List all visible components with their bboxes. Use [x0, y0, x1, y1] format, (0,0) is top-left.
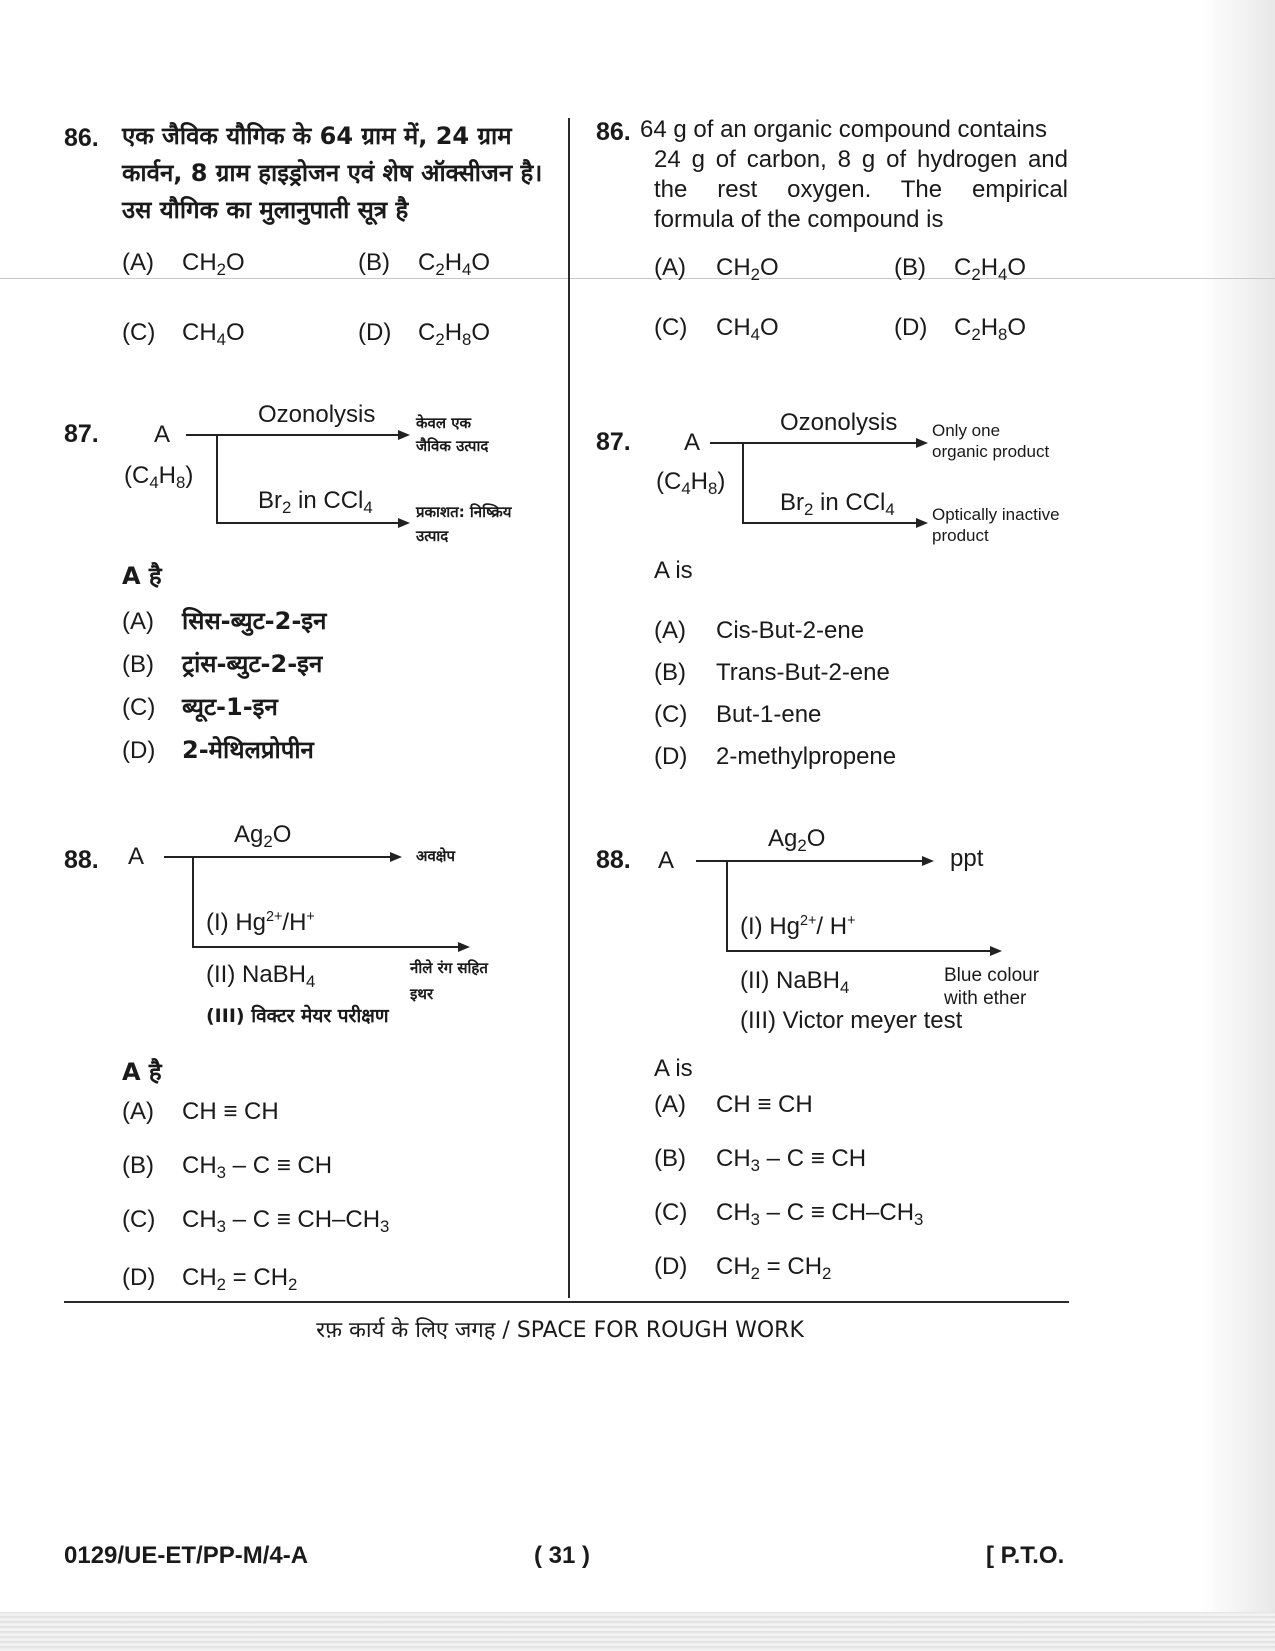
option-label: (C): [654, 701, 688, 728]
option-formula: CH ≡ CH: [716, 1091, 813, 1118]
option-formula: $CH_4O$: [182, 319, 245, 349]
reagent-label: $Ag_2O$: [768, 825, 826, 855]
option-label: (B): [654, 1145, 686, 1172]
question-text-line: 24 g of carbon, 8 g of hydrogen and: [654, 146, 1068, 173]
option-formula: $C_2H_8O$: [954, 314, 1027, 344]
option-label: (B): [894, 254, 926, 281]
option-label: (A): [654, 617, 686, 644]
reagent-step: (III) Victor meyer test: [740, 1007, 963, 1034]
reagent-label: Ozonolysis: [780, 409, 898, 436]
option-label: (B): [122, 1152, 154, 1179]
paper-code: 0129/UE-ET/PP-M/4-A: [64, 1542, 309, 1569]
rough-work-label: रफ़ कार्य के लिए जगह / SPACE FOR ROUGH WORK: [316, 1318, 804, 1343]
option-formula: $CH_4O$: [716, 314, 779, 344]
option-formula: $CH_2O$: [716, 254, 779, 284]
reactant-formula: $(C_4H_8)$: [124, 462, 194, 492]
option-label: (D): [654, 743, 688, 770]
reagent-label: $Br_2$ in CCl$_4$: [780, 489, 895, 519]
option-label: (D): [122, 737, 156, 764]
option-label: (A): [122, 249, 154, 276]
reagent-step: (II) NaBH$_4$: [740, 967, 850, 997]
option-formula: $CH_3 - C \equiv CH-CH_3$: [182, 1206, 390, 1236]
option-formula: CH ≡ CH: [182, 1098, 279, 1125]
question-number: 88.: [596, 846, 631, 874]
option-label: (D): [122, 1264, 156, 1291]
arrow-head: [398, 430, 410, 440]
question-number: 86.: [64, 124, 99, 152]
option-formula: $CH_2 = CH_2$: [716, 1253, 832, 1283]
arrow-head: [922, 856, 934, 866]
option-formula: $CH_2O$: [182, 249, 245, 279]
question-text-line: उस यौगिक का मुलानुपाती सूत्र है: [122, 196, 409, 224]
question-number: 86.: [596, 118, 631, 146]
question-text-line: formula of the compound is: [654, 206, 944, 233]
reagent-step: (I) $Hg^{2+}/H^+$: [206, 909, 315, 936]
reactant-label: A: [658, 847, 675, 874]
question-text-line: एक जैविक यौगिक के 64 ग्राम में, 24 ग्राम: [122, 122, 512, 150]
reaction-arrow-line: [696, 860, 922, 862]
product-label: organic product: [932, 442, 1050, 461]
option-formula: $CH_3$ – C ≡ CH: [716, 1145, 867, 1175]
reaction-arrow-line: [164, 856, 390, 858]
option-text: ब्यूट-1-इन: [182, 693, 278, 721]
reactant-label: A: [154, 421, 171, 448]
question-text-line: 64 g of an organic compound contains: [640, 116, 1047, 143]
column-divider: [568, 118, 570, 1298]
option-label: (B): [358, 249, 390, 276]
question-prompt: A है: [122, 1058, 162, 1086]
reactant-formula: $(C_4H_8)$: [656, 468, 726, 498]
reactant-label: A: [684, 429, 701, 456]
product-label: अवक्षेप: [416, 847, 456, 865]
fold-line: [0, 278, 1275, 279]
option-text: 2-मेथिलप्रोपीन: [182, 736, 314, 764]
option-label: (C): [122, 694, 156, 721]
reaction-arrow-line: [726, 950, 990, 952]
page-number: ( 31 ): [534, 1542, 591, 1569]
reagent-step: (II) NaBH$_4$: [206, 961, 316, 991]
reaction-branch-line: [726, 860, 728, 952]
option-label: (A): [654, 254, 686, 281]
option-label: (A): [654, 1091, 686, 1118]
reagent-step: (III) विक्टर मेयर परीक्षण: [206, 1005, 389, 1027]
scan-shadow: [1200, 0, 1275, 1612]
option-label: (B): [654, 659, 686, 686]
product-label: प्रकाशत: निष्क्रिय: [416, 503, 512, 521]
reaction-branch-line: [192, 856, 194, 948]
reaction-arrow-line: [742, 522, 916, 524]
reagent-label: $Ag_2O$: [234, 821, 292, 851]
option-label: (C): [122, 1206, 156, 1233]
reaction-branch-line: [216, 434, 218, 524]
reagent-label: $Br_2$ in CCl$_4$: [258, 487, 373, 517]
question-prompt: A is: [654, 1055, 693, 1082]
question-number: 87.: [64, 420, 99, 448]
product-label: उत्पाद: [416, 527, 449, 545]
option-label: (D): [654, 1253, 688, 1280]
arrow-head: [458, 942, 470, 952]
arrow-head: [916, 518, 928, 528]
reaction-arrow-line: [710, 442, 916, 444]
product-label: with ether: [944, 988, 1027, 1009]
question-prompt: A है: [122, 562, 162, 590]
product-label: product: [932, 526, 989, 545]
option-formula: $C_2H_4O$: [954, 254, 1027, 284]
option-text: Cis-But-2-ene: [716, 617, 865, 644]
question-prompt: A is: [654, 557, 693, 584]
option-text: ट्रांस-ब्युट-2-इन: [182, 650, 323, 678]
question-text-line: कार्वन, 8 ग्राम हाइड्रोजन एवं शेष ऑक्सीजन है।: [122, 159, 543, 187]
product-label: जैविक उत्पाद: [416, 437, 489, 455]
option-text: सिस-ब्युट-2-इन: [182, 607, 327, 635]
option-label: (A): [122, 1098, 154, 1125]
product-label: Blue colour: [944, 965, 1040, 986]
arrow-head: [390, 852, 402, 862]
question-number: 88.: [64, 846, 99, 874]
scan-edge: [0, 1612, 1275, 1651]
product-label: नीले रंग सहित: [410, 959, 488, 977]
option-text: But-1-ene: [716, 701, 822, 728]
arrow-head: [916, 438, 928, 448]
option-label: (D): [894, 314, 928, 341]
arrow-head: [398, 518, 410, 528]
reaction-branch-line: [742, 442, 744, 524]
reaction-arrow-line: [216, 522, 398, 524]
option-text: 2-methylpropene: [716, 743, 897, 770]
option-label: (A): [122, 608, 154, 635]
option-formula: $C_2H_8O$: [418, 319, 491, 349]
question-number: 87.: [596, 428, 631, 456]
product-label: ppt: [950, 845, 984, 872]
product-label: Optically inactive: [932, 505, 1060, 524]
option-label: (B): [122, 651, 154, 678]
bottom-rule: [64, 1301, 1069, 1303]
reagent-step: (I) $Hg^{2+}/$ H+: [740, 913, 856, 940]
reactant-label: A: [128, 843, 145, 870]
product-label: Only one: [932, 421, 1001, 440]
question-text-line: the rest oxygen. The empirical: [654, 176, 1068, 203]
option-formula: $CH_3 - C \equiv CH-CH_3$: [716, 1199, 924, 1229]
option-text: Trans-But-2-ene: [716, 659, 890, 686]
option-formula: $C_2H_4O$: [418, 249, 491, 279]
arrow-head: [990, 946, 1002, 956]
reaction-arrow-line: [192, 946, 458, 948]
option-formula: $CH_3$ – C ≡ CH: [182, 1152, 333, 1182]
reagent-label: Ozonolysis: [258, 401, 376, 428]
option-formula: $CH_2 = CH_2$: [182, 1264, 298, 1294]
product-label: इथर: [410, 985, 434, 1003]
option-label: (C): [122, 319, 156, 346]
option-label: (C): [654, 1199, 688, 1226]
option-label: (D): [358, 319, 392, 346]
product-label: केवल एक: [416, 414, 472, 432]
pto-label: [ P.T.O.: [986, 1542, 1065, 1569]
option-label: (C): [654, 314, 688, 341]
